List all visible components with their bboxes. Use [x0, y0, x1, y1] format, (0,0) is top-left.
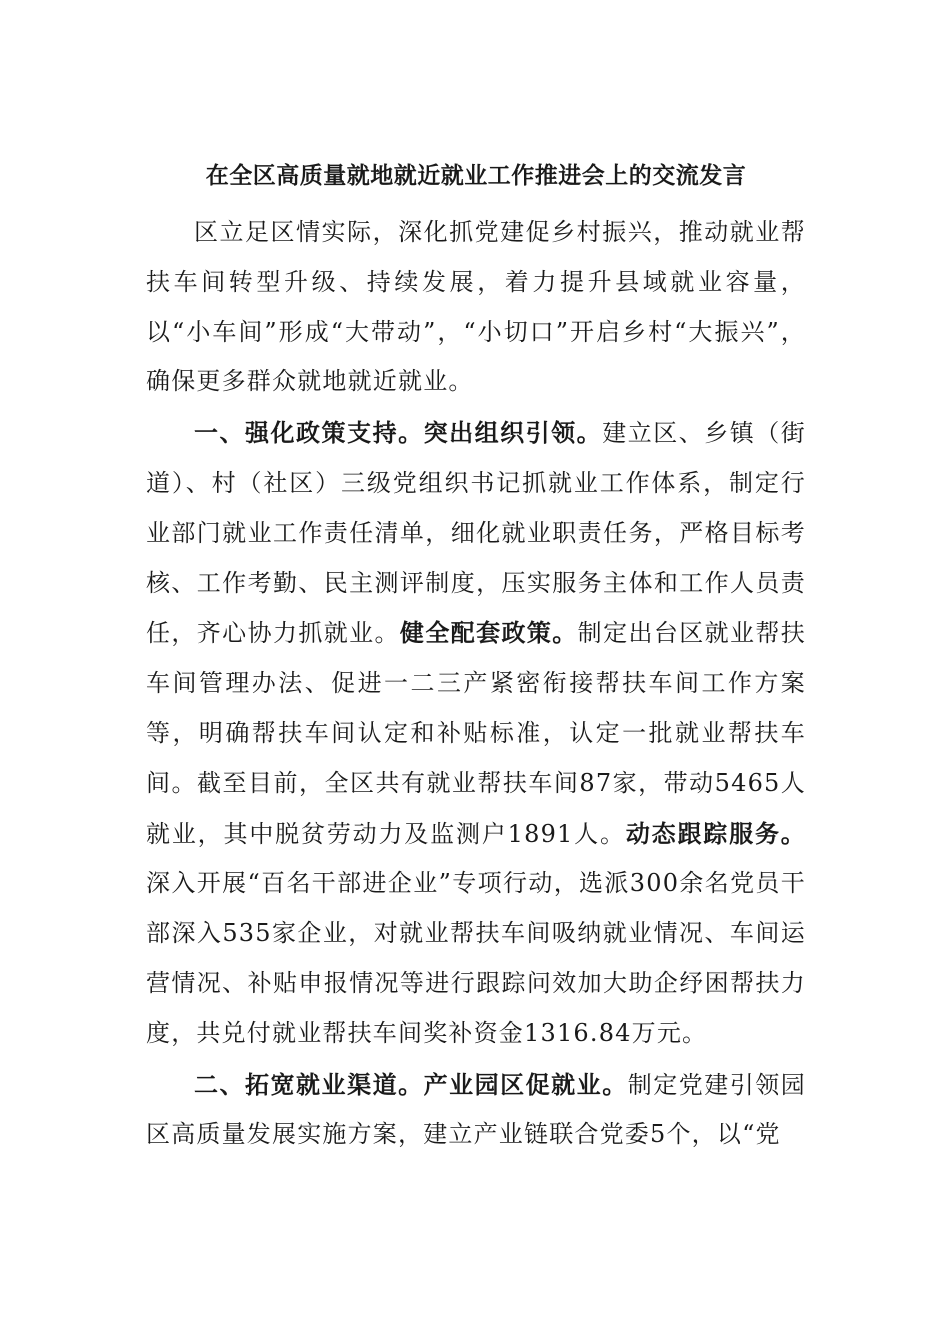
section-1-sub1-text: 建立区、乡镇（街道）、村（社区）三级党组织书记抓就业工作体系，制定行业部门就业工作责任清单，细化就业职责任务，严格目标考核、工作考勤、民主测评制度，压实服务主体和工作人员责任，齐心协力抓就业。 [146, 419, 806, 648]
document-page [146, 150, 806, 1161]
section-1-heading: 一、强化政策支持。 [194, 418, 424, 448]
section-1-sub2-heading: 健全配套政策。 [399, 618, 578, 648]
section-1-sub3-text: 深入开展“百名干部进企业”专项行动，选派300余名党员干部深入535家企业，对就业帮扶车间吸纳就业情况、车间运营情况、补贴申报情况等进行跟踪问效加大助企纾困帮扶力度，共兑付就业帮扶车间奖补资金1316.84万元。 [146, 869, 806, 1047]
section-1-sub2-text: 制定出台区就业帮扶车间管理办法、促进一二三产紧密衔接帮扶车间工作方案等，明确帮扶车间认定和补贴标准，认定一批就业帮扶车间。截至目前，全区共有就业帮扶车间87家，带动5465人就业，其中脱贫劳动力及监测户1891人。 [146, 619, 807, 848]
section-2-heading: 二、拓宽就业渠道。 [194, 1069, 424, 1099]
section-2-sub1-heading: 产业园区促就业。 [423, 1069, 628, 1099]
section-1-paragraph [146, 408, 806, 1058]
section-2-sub1-text: 制定党建引领园区高质量发展实施方案，建立产业链联合党委5个，以“党 [146, 1070, 806, 1149]
section-1-sub1-heading: 突出组织引领。 [423, 418, 603, 448]
section-2-paragraph [146, 1060, 806, 1161]
section-1-sub3-heading: 动态跟踪服务。 [625, 818, 806, 848]
intro-paragraph: 区立足区情实际，深化抓党建促乡村振兴，推动就业帮扶车间转型升级、持续发展，着力提升县域就业容量，以“小车间”形成“大带动”，“小切口”开启乡村“大振兴”，确保更多群众就地就近就业。 [146, 218, 806, 396]
document-title: 在全区高质量就地就近就业工作推进会上的交流发言 [205, 162, 747, 189]
